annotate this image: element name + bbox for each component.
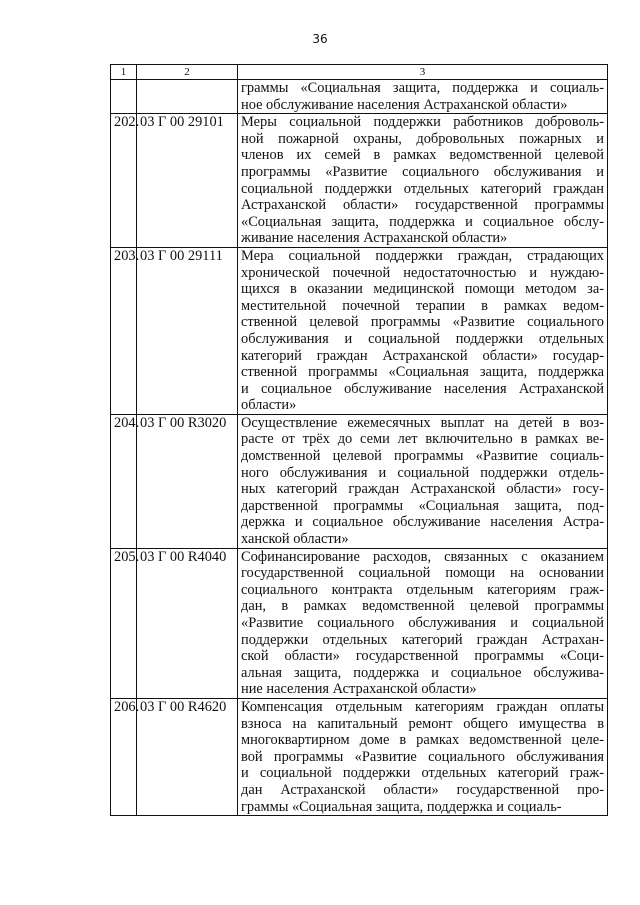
description-line: ние населения Астраханской области» — [241, 681, 477, 698]
article-description — [238, 548, 608, 698]
target-article-code — [137, 80, 238, 114]
description-line: взноса на капитальный ремонт общего имущества в — [241, 715, 604, 732]
description-line: «Социальная защита, поддержка и социальное обслу- — [241, 213, 604, 230]
table-row — [111, 247, 608, 414]
description-line: области» — [241, 397, 297, 414]
target-article-code: 03 Г 00 R4620 — [137, 698, 238, 815]
description-line: ской области» государственной программы «Соци- — [241, 648, 604, 665]
table-row — [111, 114, 608, 248]
target-article-code: 03 Г 00 R4040 — [137, 548, 238, 698]
description-line: ственной целевой программы «Развитие социального — [241, 314, 604, 331]
description-line: и социальной поддержки отдельных категорий граж- — [241, 765, 604, 782]
description-line: многоквартирном доме в рамках ведомственной целе- — [241, 732, 604, 749]
description-line: ной пожарной охраны, добровольных пожарных и — [241, 130, 604, 147]
description-line: домственной целевой программы «Развитие социаль- — [241, 448, 604, 465]
header-col-2: 2 — [137, 65, 238, 80]
description-line: граммы «Социальная защита, поддержка и социаль- — [241, 798, 562, 815]
article-description — [238, 247, 608, 414]
description-line: категорий граждан Астраханской области» государ- — [241, 347, 604, 364]
table-row — [111, 80, 608, 114]
description-line: вой программы «Развитие социального обслуживания — [241, 748, 604, 765]
row-number: 203. — [111, 247, 137, 414]
target-article-code: 03 Г 00 29101 — [137, 114, 238, 248]
description-line: ного обслуживания и социальной поддержки отдель- — [241, 464, 604, 481]
description-line: социальной поддержки отдельных категорий граждан — [241, 180, 604, 197]
row-number — [111, 80, 137, 114]
description-line: ных категорий граждан Астраханской области» госу- — [241, 481, 604, 498]
description-line: щихся в оказании медицинской помощи методом за- — [241, 281, 604, 298]
article-description — [238, 114, 608, 248]
row-number: 204. — [111, 414, 137, 548]
table-row — [111, 698, 608, 815]
header-col-3: 3 — [238, 65, 608, 80]
target-article-code: 03 Г 00 29111 — [137, 247, 238, 414]
description-line: расте от трёх до семи лет включительно в рамках ве- — [241, 431, 604, 448]
description-line: дан Астраханской области» государственной про- — [241, 781, 604, 798]
description-line: Компенсация отдельным категориям граждан оплаты — [241, 698, 604, 715]
table-row — [111, 548, 608, 698]
description-line: держка и социальное обслуживание населения Астра- — [241, 514, 604, 531]
description-line: «Развитие социального обслуживания и социальной — [241, 615, 604, 631]
description-line: ханской области» — [241, 531, 349, 548]
description-line: государственной социальной помощи на основании — [241, 565, 604, 582]
description-line: поддержки отдельных категорий граждан Астрахан- — [241, 631, 604, 648]
description-line: Меры социальной поддержки работников доброволь- — [241, 114, 604, 131]
row-number: 202. — [111, 114, 137, 248]
description-line: членов их семей в рамках ведомственной целевой — [241, 147, 604, 164]
target-article-code: 03 Г 00 R3020 — [137, 414, 238, 548]
table-row — [111, 414, 608, 548]
article-description — [238, 414, 608, 548]
description-line: Осуществление ежемесячных выплат на детей в воз- — [241, 414, 604, 431]
row-number: 205. — [111, 548, 137, 698]
description-line: Астраханской области» государственной программы — [241, 197, 604, 214]
header-col-1: 1 — [111, 65, 137, 80]
article-description — [238, 698, 608, 815]
page-number: 36 — [312, 32, 328, 46]
description-line: хронической почечной недостаточностью и нуждаю- — [241, 264, 604, 281]
description-line: Софинансирование расходов, связанных с оказанием — [241, 548, 604, 565]
description-line: местительной почечной терапии в рамках ведом- — [241, 297, 604, 314]
description-line: дарственной программы «Социальная защита, под- — [241, 497, 604, 514]
description-line: ственной программы «Социальная защита, поддержка — [241, 364, 604, 381]
article-description — [238, 80, 608, 114]
description-line: Мера социальной поддержки граждан, страдающих — [241, 247, 604, 264]
budget-classification-table — [110, 64, 608, 816]
description-line: и социальное обслуживание населения Астраханской — [241, 380, 604, 397]
description-line: обслуживания и социальной поддержки отдельных — [241, 330, 604, 347]
description-line: программы «Развитие социального обслуживания и — [241, 163, 604, 180]
row-number: 206. — [111, 698, 137, 815]
description-line: ное обслуживание населения Астраханской области» — [241, 96, 568, 113]
description-line: альная защита, поддержка и социальное обслужива- — [241, 664, 604, 681]
table-header-row — [111, 65, 608, 80]
description-line: живание населения Астраханской области» — [241, 230, 508, 247]
description-line: социального контракта отдельным категориям граж- — [241, 581, 604, 598]
description-line: граммы «Социальная защита, поддержка и социаль- — [241, 80, 604, 96]
description-line: дан, в рамках ведомственной целевой программы — [241, 598, 604, 615]
